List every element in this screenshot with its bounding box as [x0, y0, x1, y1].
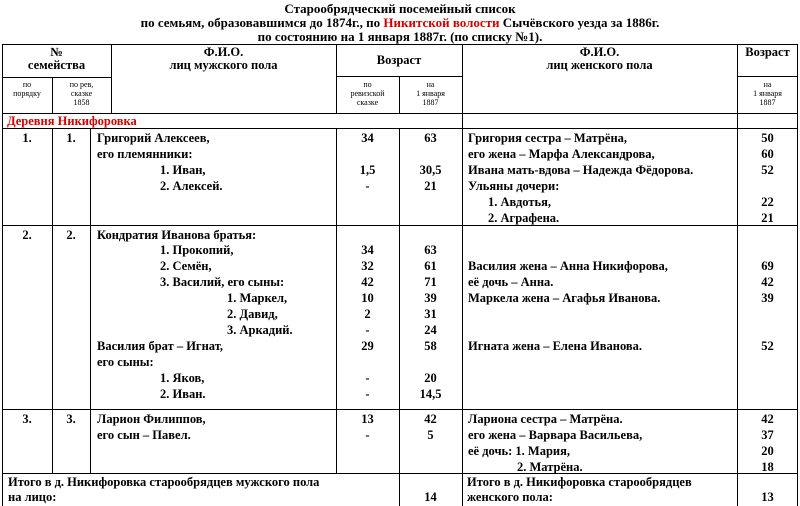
male-age-revision: 34: [361, 243, 374, 257]
subheader-revision: [52, 80, 111, 107]
female-name-header-line-2: лиц женского пола: [546, 58, 653, 72]
male-age-revision: -: [365, 371, 370, 385]
female-name: 2. Матрёна.: [517, 460, 583, 474]
male-age-revision: -: [365, 179, 370, 193]
female-age-1887: 52: [761, 339, 774, 353]
male-name-header: [111, 46, 336, 72]
female-name: Григория сестра – Матрёна,: [468, 131, 628, 145]
male-age-revision: 2: [364, 307, 371, 321]
female-age-1887: 21: [761, 211, 774, 225]
male-age-1887: 58: [424, 339, 437, 353]
subheader-age-1887-line-3: 1887: [422, 98, 439, 107]
female-age-1887: 69: [761, 259, 774, 273]
male-age-1887: 63: [424, 243, 437, 257]
female-age-1887: 50: [761, 131, 774, 145]
male-age-revision: 32: [361, 259, 374, 273]
male-age-revision: 29: [361, 339, 374, 353]
female-name: Ивана мать-вдова – Надежда Фёдорова.: [468, 163, 694, 177]
female-name: его жена – Марфа Александрова,: [468, 147, 655, 161]
male-age-1887: 20: [424, 371, 437, 385]
subheader-order-line-1: по: [22, 80, 32, 89]
subheader-order-line-2: порядку: [13, 89, 41, 98]
male-age-1887: 42: [424, 412, 437, 426]
female-name: её дочь: 1. Мария,: [468, 444, 571, 458]
male-name: Василия брат – Игнат,: [97, 339, 224, 353]
female-name-header-line-1: Ф.И.О.: [579, 45, 620, 59]
female-name: Лариона сестра – Матрёна.: [468, 412, 623, 426]
male-age-1887: 39: [424, 291, 437, 305]
subheader-age-1887: [399, 80, 462, 107]
family-order-number: 3.: [22, 412, 32, 426]
male-age-1887: 71: [424, 275, 437, 289]
male-age-1887: 21: [424, 179, 437, 193]
male-name: 3. Аркадий.: [227, 323, 293, 337]
male-name: 1. Яков,: [160, 371, 205, 385]
family-revision-number: 2.: [66, 228, 76, 242]
male-name: 2. Семён,: [160, 259, 212, 273]
male-age-1887: 63: [424, 131, 437, 145]
family-revision-number: 3.: [66, 412, 76, 426]
male-name-header-line-1: Ф.И.О.: [203, 45, 244, 59]
volost-name: Никитской волости: [383, 15, 500, 30]
male-name: Кондратия Иванова братья:: [97, 228, 257, 242]
female-name: Игната жена – Елена Иванова.: [468, 339, 643, 353]
male-age-1887: 61: [424, 259, 437, 273]
family-number-header-line-2: семейства: [27, 58, 86, 72]
subheader-age-revision-line-1: по: [363, 80, 372, 89]
male-age-revision: -: [365, 428, 370, 442]
male-name: 2. Иван.: [160, 387, 206, 401]
male-name: 2. Алексей.: [160, 179, 223, 193]
male-name: 1. Прокопий,: [160, 243, 234, 257]
female-name: 1. Авдотья,: [488, 195, 552, 209]
male-name: Григорий Алексеев,: [97, 131, 210, 145]
male-age-1887: 24: [424, 323, 437, 337]
female-age-1887: 37: [761, 428, 774, 442]
subheader-revision-line-3: 1858: [73, 98, 90, 107]
female-age-1887: 42: [761, 412, 774, 426]
female-age-header: Возраст: [745, 45, 790, 59]
subheader-age-1887-line-1: на: [426, 80, 435, 89]
female-total-label-line-2: женского пола:: [467, 490, 553, 504]
male-age-revision: 10: [361, 291, 374, 305]
male-name: его племянники:: [97, 147, 193, 161]
family-revision-number: 1.: [66, 131, 76, 145]
male-total-label-line-2: на лицо:: [8, 490, 57, 504]
male-age-revision: 1,5: [359, 163, 376, 177]
subheader-age-revision-line-2: ревизской: [350, 89, 385, 98]
subheader-female-age-1887-line-2: 1 января: [753, 89, 782, 98]
male-name: 3. Василий, его сыны:: [160, 275, 285, 289]
family-number-header: [2, 46, 111, 72]
subheader-order: [2, 80, 52, 98]
title-line-2-end: Сычёвского уезда за 1886г.: [499, 15, 660, 30]
title-line-2-start: по семьям, образовавшимся до 1874г., по: [140, 15, 384, 30]
female-name: её дочь – Анна.: [468, 275, 554, 289]
title-line-3: по состоянию на 1 января 1887г. (по списку №1).: [257, 29, 543, 44]
male-age-1887: 30,5: [419, 163, 442, 177]
male-total-value: 14: [424, 490, 437, 504]
family-order-number: 1.: [22, 131, 32, 145]
family-number-header-line-1: №: [50, 45, 63, 59]
male-age-1887: 31: [424, 307, 437, 321]
female-name: его жена – Варвара Васильева,: [468, 428, 643, 442]
female-name: Ульяны дочери:: [468, 179, 560, 193]
female-name: Василия жена – Анна Никифорова,: [468, 259, 668, 273]
male-name: 1. Иван,: [160, 163, 206, 177]
subheader-age-revision-line-3: сказке: [356, 98, 379, 107]
male-age-1887: 5: [427, 428, 434, 442]
male-name: его сыны:: [97, 355, 154, 369]
female-name-header: [462, 46, 737, 72]
female-age-1887: 52: [761, 163, 774, 177]
male-age-revision: -: [365, 387, 370, 401]
subheader-revision-line-1: по рев,: [69, 80, 94, 89]
male-name: 1. Маркел,: [227, 291, 288, 305]
female-total-label-line-1: Итого в д. Никифоровка старообрядцев: [467, 475, 692, 489]
male-name: Ларион Филиппов,: [97, 412, 206, 426]
female-total-value: 13: [761, 490, 774, 504]
village-name: Деревня Никифоровка: [7, 114, 137, 128]
female-age-1887: 22: [761, 195, 774, 209]
subheader-female-age-1887-line-1: на: [763, 80, 772, 89]
female-name: Маркела жена – Агафья Иванова.: [468, 291, 661, 305]
age-header: Возраст: [376, 53, 422, 67]
subheader-female-age-1887-line-3: 1887: [759, 98, 776, 107]
family-order-number: 2.: [22, 228, 32, 242]
male-age-revision: 42: [361, 275, 374, 289]
subheader-female-age-1887: [737, 80, 798, 107]
female-age-1887: 42: [761, 275, 774, 289]
female-name: 2. Аграфена.: [488, 211, 560, 225]
title-line-1: Старообрядческий посемейный список: [284, 1, 516, 16]
female-age-1887: 60: [761, 147, 774, 161]
subheader-revision-line-2: сказке: [70, 89, 93, 98]
subheader-age-revision: [336, 80, 399, 107]
male-age-revision: -: [365, 323, 370, 337]
male-age-revision: 34: [361, 131, 374, 145]
male-total-label-line-1: Итого в д. Никифоровка старообрядцев мужского пола: [8, 475, 320, 489]
female-age-1887: 18: [761, 460, 774, 474]
male-name: его сын – Павел.: [97, 428, 191, 442]
subheader-age-1887-line-2: 1 января: [416, 89, 445, 98]
female-age-1887: 20: [761, 444, 774, 458]
male-age-1887: 14,5: [419, 387, 442, 401]
male-name: 2. Давид,: [227, 307, 278, 321]
male-name-header-line-2: лиц мужского пола: [169, 58, 278, 72]
male-age-revision: 13: [361, 412, 374, 426]
female-age-1887: 39: [761, 291, 774, 305]
